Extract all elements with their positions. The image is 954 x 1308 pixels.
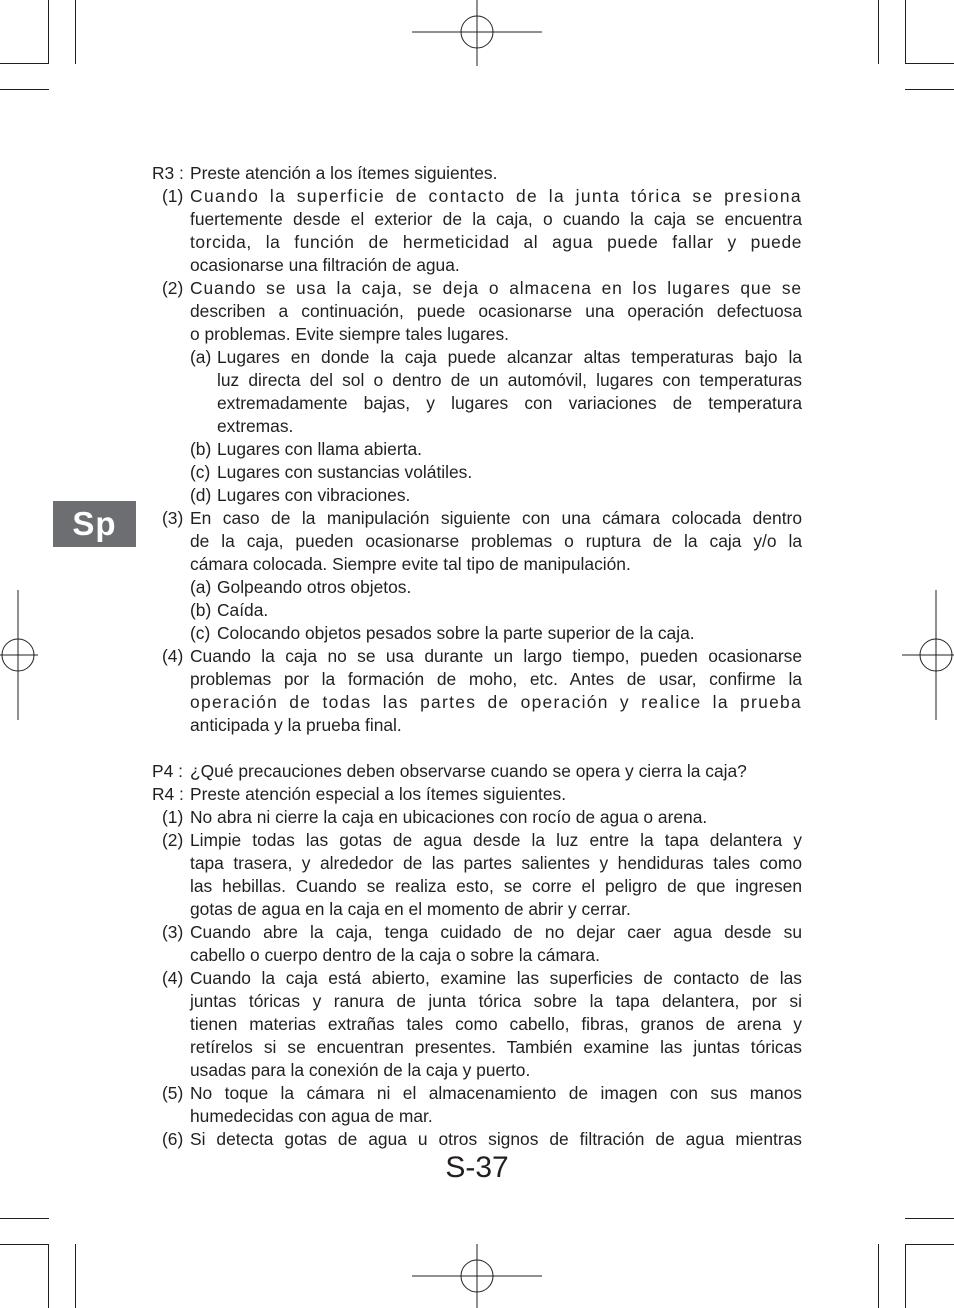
item-line: Cuando abre la caja, tenga cuidado de no dejar caer agua desde su — [190, 922, 802, 942]
r3-item-3-sub-c — [152, 622, 802, 645]
item-line: No abra ni cierre la caja en ubicaciones con rocío de agua o arena. — [190, 807, 708, 827]
item-line: juntas tóricas y ranura de junta tórica sobre la tapa delantera, por si — [190, 991, 802, 1011]
registration-mark-left — [0, 590, 38, 720]
subitem-line: Lugares con llama abierta. — [217, 439, 422, 459]
r3-item-2-sub-a — [152, 346, 802, 438]
p4-label: P4 : — [152, 761, 183, 781]
r4-item-5 — [152, 1082, 802, 1128]
item-line: cámara colocada. Siempre evite tal tipo de manipulación. — [190, 554, 631, 574]
subitem-letter: (c) — [190, 462, 211, 482]
registration-mark-bottom — [412, 1244, 542, 1308]
item-line: Si detecta gotas de agua u otros signos de filtración de agua mientras — [190, 1129, 802, 1149]
item-line: Limpie todas las gotas de agua desde la luz entre la tapa delantera y — [190, 830, 802, 850]
subitem-letter: (b) — [190, 600, 212, 620]
item-line: de la caja, pueden ocasionarse problemas o ruptura de la caja y/o la — [190, 531, 802, 551]
r3-item-3-sub-a — [152, 576, 802, 599]
r3-item-2-sub-c — [152, 461, 802, 484]
r3-item-3 — [152, 507, 802, 645]
item-line: cabello o cuerpo dentro de la caja o sobre la cámara. — [190, 945, 600, 965]
subitem-line: Golpeando otros objetos. — [217, 577, 412, 597]
item-line: fuertemente desde el exterior de la caja, o cuando la caja se encuentra — [190, 209, 802, 229]
item-number: (3) — [162, 508, 184, 528]
item-number: (3) — [162, 922, 184, 942]
page-number: S-37 — [445, 1151, 509, 1184]
item-number: (2) — [162, 278, 184, 298]
item-line: describen a continuación, puede ocasionarse una operación defectuosa — [190, 301, 802, 321]
item-line: anticipada y la prueba final. — [190, 715, 402, 735]
item-line: operación de todas las partes de operación y realice la prueba — [190, 692, 802, 712]
item-line: Cuando la caja no se usa durante un largo tiempo, pueden ocasionarse — [190, 646, 802, 666]
r4-item-2 — [152, 829, 802, 921]
subitem-letter: (d) — [190, 485, 212, 505]
r3-item-3-sub-b — [152, 599, 802, 622]
subitem-line: Caída. — [217, 600, 269, 620]
item-number: (1) — [162, 807, 184, 827]
subitem-line: Lugares en donde la caja puede alcanzar altas temperaturas bajo la — [217, 347, 802, 367]
subitem-line: extremas. — [217, 416, 294, 436]
subitem-line: extremadamente bajas, y lugares con variaciones de temperatura — [217, 393, 802, 413]
item-line: Cuando se usa la caja, se deja o almacena en los lugares que se — [190, 278, 802, 298]
item-number: (4) — [162, 968, 184, 988]
item-number: (6) — [162, 1129, 184, 1149]
subitem-line: Colocando objetos pesados sobre la parte superior de la caja. — [217, 623, 695, 643]
r3-label: R3 : — [152, 163, 184, 183]
r4-item-3 — [152, 921, 802, 967]
r3-intro-text: Preste atención a los ítemes siguientes. — [190, 163, 498, 183]
r4-item-1 — [152, 806, 802, 829]
item-number: (5) — [162, 1083, 184, 1103]
r3-item-1 — [152, 185, 802, 277]
language-tab: Sp — [53, 501, 136, 547]
subitem-line: luz directa del sol o dentro de un automóvil, lugares con temperaturas — [217, 370, 802, 390]
item-number: (4) — [162, 646, 184, 666]
page-content — [152, 162, 802, 1151]
r4-intro-text: Preste atención especial a los ítemes siguientes. — [190, 784, 567, 804]
r4-item-6 — [152, 1128, 802, 1151]
item-line: problemas por la formación de moho, etc. Antes de usar, confirme la — [190, 669, 802, 689]
r3-item-2 — [152, 277, 802, 507]
item-line: retírelos si se encuentran presentes. También examine las juntas tóricas — [190, 1037, 802, 1057]
item-line: o problemas. Evite siempre tales lugares. — [190, 324, 509, 344]
r3-item-4 — [152, 645, 802, 737]
paragraph-gap — [152, 737, 802, 760]
p4-question — [152, 760, 802, 783]
p4-text: ¿Qué precauciones deben observarse cuando se opera y cierra la caja? — [190, 761, 747, 781]
r3-item-2-sub-d — [152, 484, 802, 507]
item-line: humedecidas con agua de mar. — [190, 1106, 433, 1126]
subitem-letter: (c) — [190, 623, 211, 643]
item-line: torcida, la función de hermeticidad al agua puede fallar y puede — [190, 232, 802, 252]
item-number: (2) — [162, 830, 184, 850]
item-line: En caso de la manipulación siguiente con una cámara colocada dentro — [190, 508, 802, 528]
item-line: Cuando la superficie de contacto de la junta tórica se presiona — [190, 186, 802, 206]
subitem-line: Lugares con vibraciones. — [217, 485, 411, 505]
r4-intro — [152, 783, 802, 806]
item-line: No toque la cámara ni el almacenamiento de imagen con sus manos — [190, 1083, 802, 1103]
r3-intro — [152, 162, 802, 185]
item-line: las hebillas. Cuando se realiza esto, se corre el peligro de que ingresen — [190, 876, 802, 896]
item-line: tapa trasera, y alrededor de las partes salientes y hendiduras tales como — [190, 853, 802, 873]
subitem-letter: (b) — [190, 439, 212, 459]
subitem-line: Lugares con sustancias volátiles. — [217, 462, 473, 482]
registration-mark-right — [902, 590, 954, 720]
item-line: ocasionarse una filtración de agua. — [190, 255, 460, 275]
item-number: (1) — [162, 186, 184, 206]
item-line: usadas para la conexión de la caja y puerto. — [190, 1060, 531, 1080]
r4-item-4 — [152, 967, 802, 1082]
item-line: Cuando la caja está abierto, examine las superficies de contacto de las — [190, 968, 802, 988]
item-line: tienen materias extrañas tales como cabello, fibras, granos de arena y — [190, 1014, 802, 1034]
r3-item-2-sub-b — [152, 438, 802, 461]
item-line: gotas de agua en la caja en el momento de abrir y cerrar. — [190, 899, 631, 919]
subitem-letter: (a) — [190, 347, 212, 367]
subitem-letter: (a) — [190, 577, 212, 597]
r4-label: R4 : — [152, 784, 184, 804]
registration-mark-top — [412, 0, 542, 66]
